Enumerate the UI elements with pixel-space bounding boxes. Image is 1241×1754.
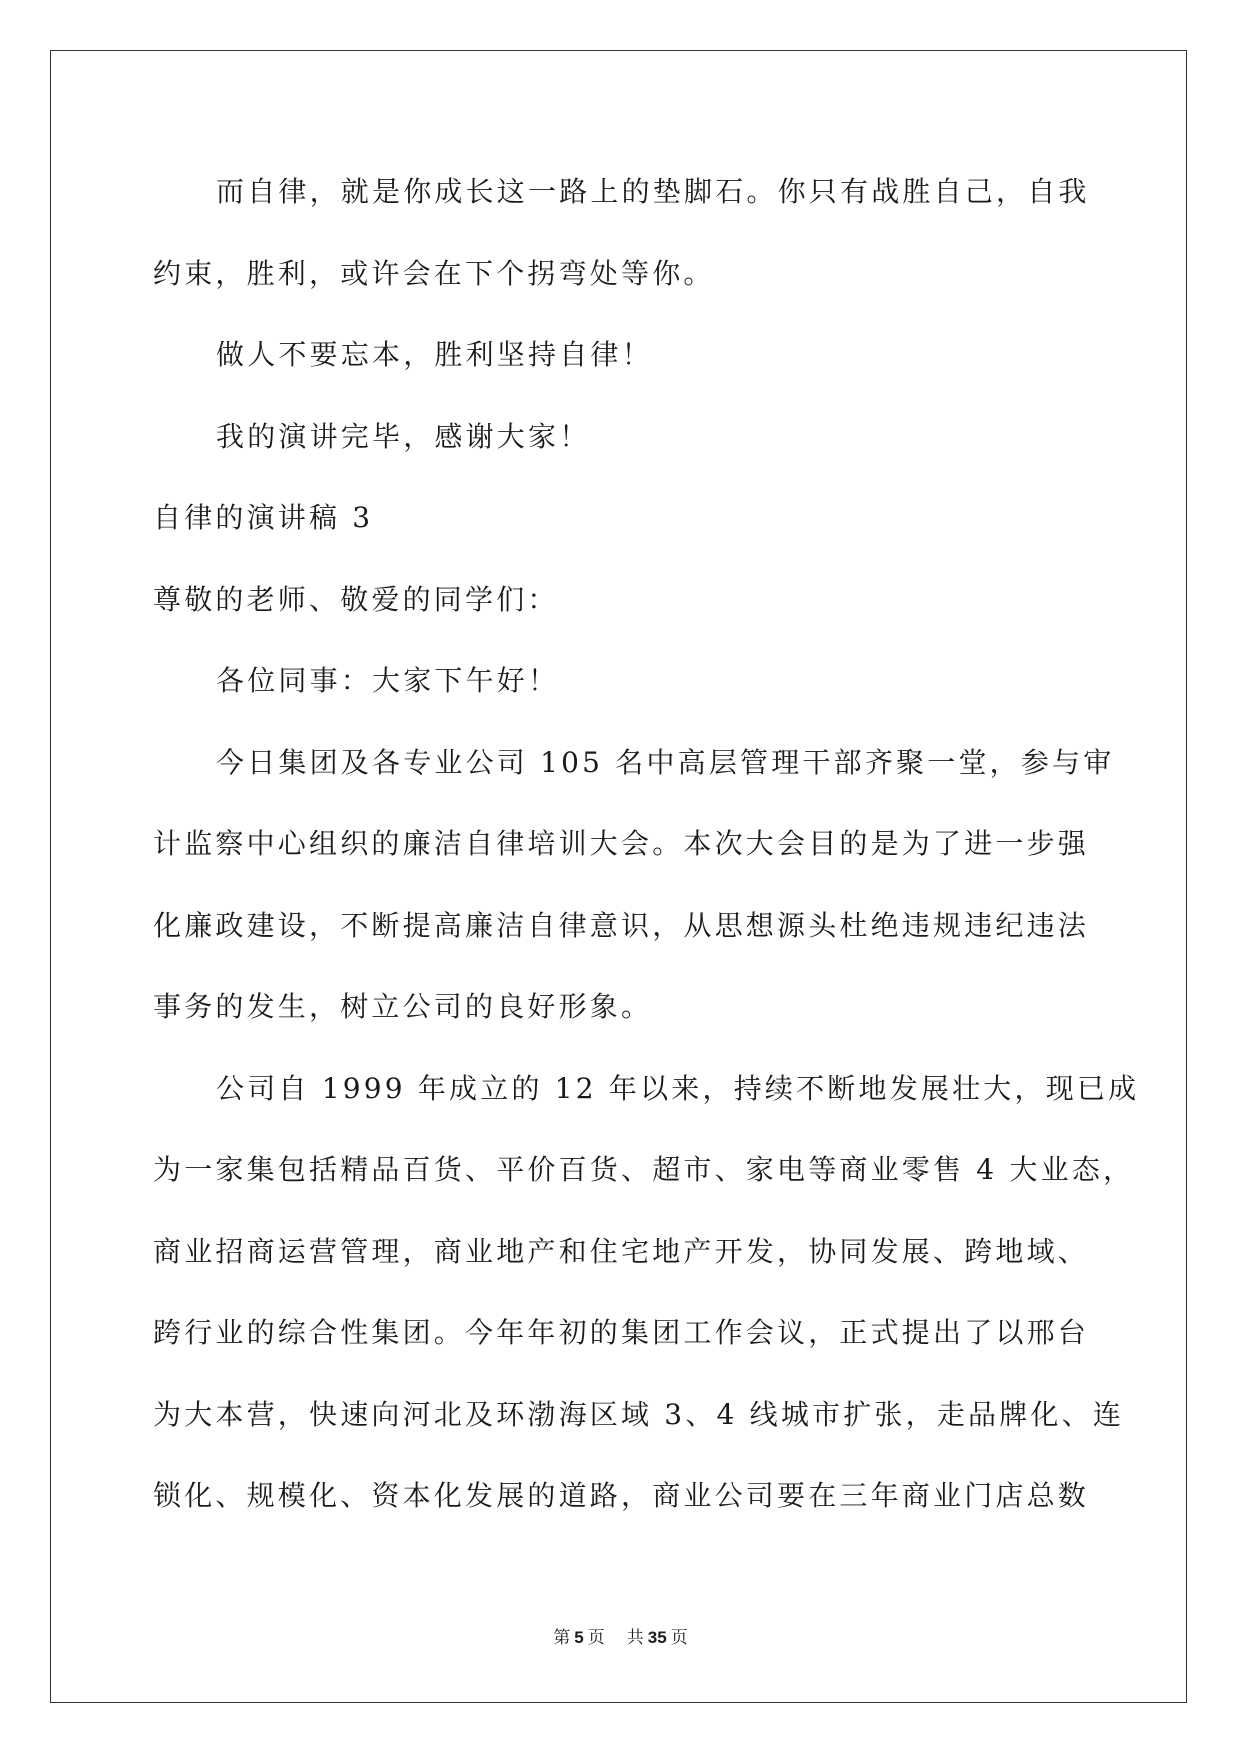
total-prefix: 共 <box>626 1628 644 1648</box>
section-heading: 自律的演讲稿 3 <box>153 501 374 534</box>
paragraph-line: 我的演讲完毕，感谢大家！ <box>216 419 591 453</box>
page-number: 5 <box>574 1628 584 1647</box>
paragraph-line: 商业招商运营管理，商业地产和住宅地产开发，协同发展、跨地域、 <box>153 1234 1090 1268</box>
paragraph-line: 约束，胜利，或许会在下个拐弯处等你。 <box>153 256 715 290</box>
paragraph-line: 跨行业的综合性集团。今年年初的集团工作会议，正式提出了以邢台 <box>153 1316 1090 1349</box>
paragraph-line: 化廉政建设，不断提高廉洁自律意识，从思想源头杜绝违规违纪违法 <box>153 908 1090 942</box>
salutation: 尊敬的老师、敬爱的同学们： <box>153 582 559 616</box>
page-suffix: 页 <box>587 1628 605 1648</box>
paragraph-line: 今日集团及各专业公司 105 名中高层管理干部齐聚一堂，参与审 <box>216 745 1115 779</box>
paragraph-line: 公司自 1999 年成立的 12 年以来，持续不断地发展壮大，现已成 <box>216 1071 1140 1105</box>
total-pages: 35 <box>647 1628 667 1647</box>
total-suffix: 页 <box>670 1628 688 1648</box>
paragraph-line: 锁化、规模化、资本化发展的道路，商业公司要在三年商业门店总数 <box>153 1479 1090 1512</box>
document-body <box>0 151 1241 1537</box>
paragraph-line: 计监察中心组织的廉洁自律培训大会。本次大会目的是为了进一步强 <box>153 827 1090 860</box>
paragraph-line: 为大本营，快速向河北及环渤海区域 3、4 线城市扩张，走品牌化、连 <box>153 1397 1125 1431</box>
paragraph-line: 而自律，就是你成长这一路上的垫脚石。你只有战胜自己，自我 <box>216 175 1090 208</box>
page-footer <box>0 1624 1241 1652</box>
paragraph-line: 做人不要忘本，胜利坚持自律！ <box>216 338 653 371</box>
paragraph-line: 事务的发生，树立公司的良好形象。 <box>153 990 653 1023</box>
page-prefix: 第 <box>553 1628 571 1648</box>
paragraph-line: 为一家集包括精品百货、平价百货、超市、家电等商业零售 4 大业态， <box>153 1153 1135 1186</box>
paragraph-line: 各位同事：大家下午好！ <box>216 664 560 697</box>
